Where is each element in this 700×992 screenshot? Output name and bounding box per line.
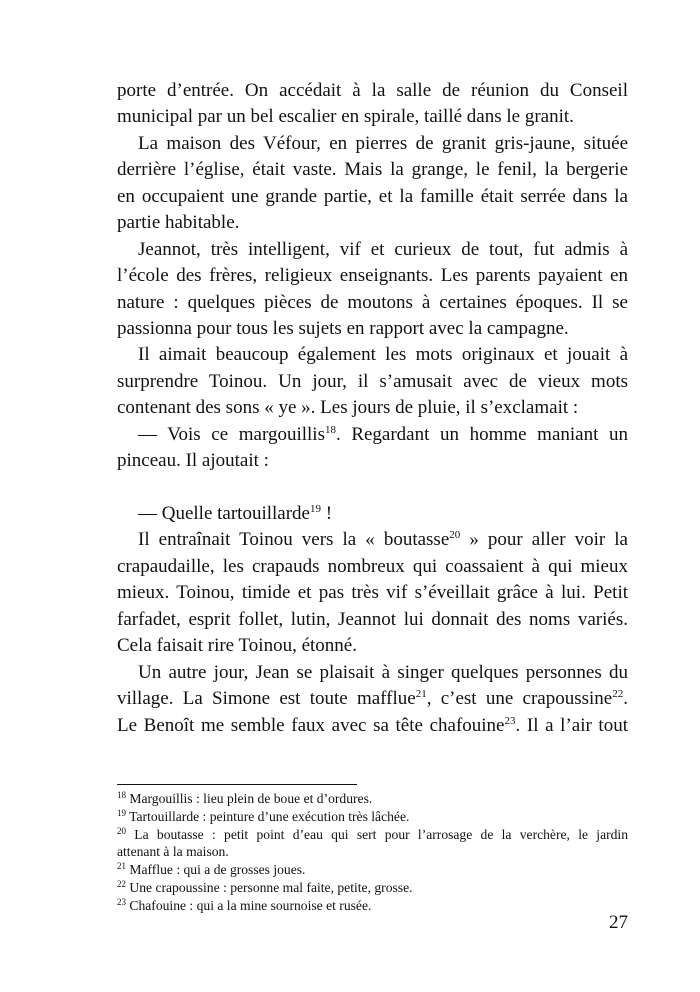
page-number: 27 xyxy=(609,912,628,933)
footnote-ref[interactable]: 23 xyxy=(504,714,516,727)
text-line: Le Benoît me semble faux avec sa tête chafouine$^{23}$. Il a l’air tout xyxy=(117,714,628,736)
footnote-ref[interactable]: 21 xyxy=(415,688,427,701)
text-line: mieux. Toinou, timide et pas très vif s’éveillait grâce à lui. Petit xyxy=(117,582,628,604)
footnote-text: La boutasse : petit point d’eau qui sert pour l’arrosage de la verchère, le jardin xyxy=(126,826,628,842)
footnote-number: 20 xyxy=(117,825,126,836)
footnote-text: Margouillis : lieu plein de boue et d’ordures. xyxy=(126,791,373,806)
footnote-continuation: attenant à la maison. xyxy=(117,844,229,860)
text-line: Jeannot, très intelligent, vif et curieux de tout, fut admis à xyxy=(138,238,628,260)
text-line: — Vois ce margouillis$^{18}$. Regardant un homme maniant un xyxy=(138,423,628,445)
text-line: derrière l’église, était vaste. Mais la grange, le fenil, la bergerie xyxy=(117,159,628,181)
text-line: Il entraînait Toinou vers la « boutasse$^{20}$ » pour aller voir la xyxy=(138,529,628,551)
text-line: village. La Simone est toute mafflue$^{21}$, c’est une crapoussine$^{22}$. xyxy=(117,688,628,710)
footnote-text: Chafouine : qui a la mine sournoise et rusée. xyxy=(126,897,372,913)
text-line: partie habitable. xyxy=(117,212,240,234)
footnote-number: 22 xyxy=(117,878,126,889)
body-text xyxy=(117,78,628,739)
text-line: passionna pour tous les sujets en rapport avec la campagne. xyxy=(117,317,569,339)
footnote-text: Tartouillarde : peinture d’une exécution très lâchée. xyxy=(126,808,410,824)
footnote-20 xyxy=(117,826,628,844)
footnote-number: 19 xyxy=(117,807,126,818)
text-line: porte d’entrée. On accédait à la salle de réunion du Conseil xyxy=(117,80,628,101)
footnote-ref[interactable]: 20 xyxy=(449,529,461,542)
footnote-19 xyxy=(117,808,628,826)
footnote-number: 18 xyxy=(117,790,126,800)
text-line: contenant des sons « ye ». Les jours de pluie, il s’exclamait : xyxy=(117,397,579,419)
text-line: La maison des Véfour, en pierres de granit gris-jaune, située xyxy=(138,132,628,154)
text-line: — Quelle tartouillarde$^{19}$ ! xyxy=(138,503,333,524)
footnote-text: Une crapoussine : personne mal faite, petite, grosse. xyxy=(126,879,413,895)
text-line: municipal par un bel escalier en spirale, taillé dans le granit. xyxy=(117,106,574,128)
footnote-ref[interactable]: 18 xyxy=(324,423,336,436)
footnote-22 xyxy=(117,879,628,897)
text-line: farfadet, esprit follet, lutin, Jeannot lui donnait des noms variés. xyxy=(117,608,628,630)
footnote-divider xyxy=(117,784,357,785)
text-line: Cela faisait rire Toinou, étonné. xyxy=(117,635,357,657)
footnotes xyxy=(117,790,628,915)
footnote-text: Mafflue : qui a de grosses joues. xyxy=(126,862,306,878)
footnote-ref[interactable]: 19 xyxy=(310,503,321,515)
text-line: nature : quelques pièces de moutons à certaines époques. Il se xyxy=(117,291,628,313)
text-line: Un autre jour, Jean se plaisait à singer quelques personnes du xyxy=(138,661,628,683)
footnote-23 xyxy=(117,897,628,915)
text-line: Il aimait beaucoup également les mots originaux et jouait à xyxy=(138,344,628,366)
blank-line xyxy=(117,475,628,501)
footnote-21 xyxy=(117,861,628,879)
text-line: crapaudaille, les crapauds nombreux qui coassaient à qui mieux xyxy=(117,555,628,577)
footnote-number: 21 xyxy=(117,861,126,872)
paragraphs xyxy=(117,78,628,422)
text-line: en occupaient une grande partie, et la famille était serrée dans la xyxy=(117,185,628,207)
footnote-number: 23 xyxy=(117,896,126,907)
text-line: l’école des frères, religieux enseignants. Les parents payaient en xyxy=(117,265,628,287)
footnote-ref[interactable]: 22 xyxy=(612,688,624,701)
text-line: pinceau. Il ajoutait : xyxy=(117,450,269,472)
footnote-18 xyxy=(117,790,628,808)
text-line: surprendre Toinou. Un jour, il s’amusait avec de vieux mots xyxy=(117,370,628,392)
